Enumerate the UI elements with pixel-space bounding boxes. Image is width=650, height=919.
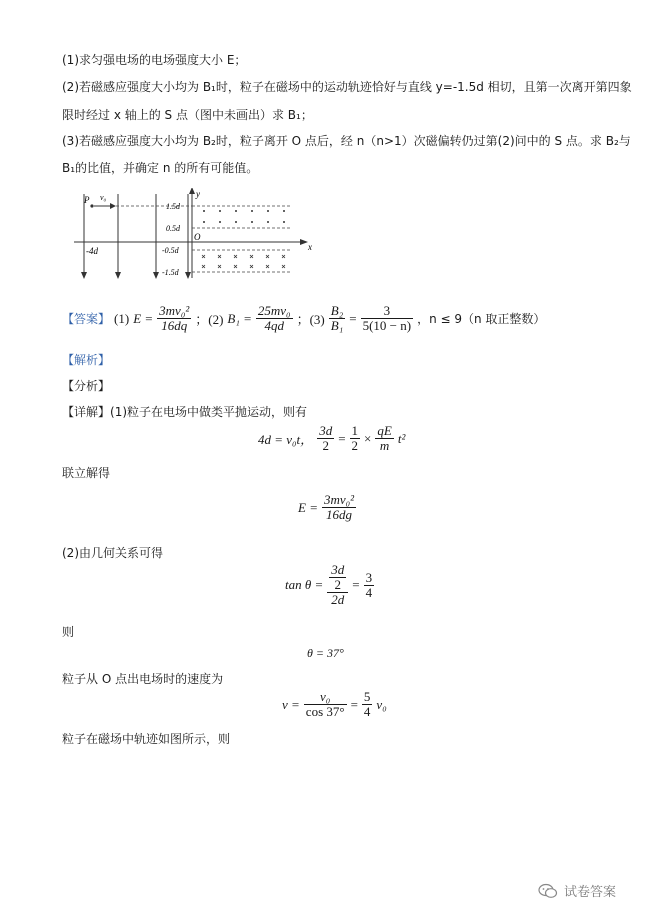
detail-tag: 【详解】 — [62, 405, 111, 419]
eq1-frac3 — [375, 424, 393, 453]
equation-3 — [285, 563, 374, 607]
lianli-text: 联立解得 — [62, 466, 111, 480]
watermark — [538, 881, 616, 900]
eq1-frac3-den: m — [379, 438, 390, 453]
label-x: x — [308, 242, 312, 252]
answer-p3-value — [361, 304, 414, 333]
answer-p2-fraction — [256, 304, 293, 333]
label-v0: v₀ — [100, 193, 107, 202]
answer-p2-den: 4qd — [264, 318, 284, 333]
eq3-equals: = — [352, 577, 360, 592]
label-O: O — [194, 232, 201, 242]
eq5-result — [362, 690, 373, 719]
eq2-fraction — [322, 493, 356, 522]
answer-sep1: ；(2) — [195, 312, 224, 327]
jiexi-heading: 【解析】 — [62, 353, 111, 367]
detail-line — [62, 403, 307, 420]
label-neg1-5d: -1.5d — [162, 268, 179, 277]
label-P: P — [84, 195, 90, 205]
question-part2-line1: (2)若磁感应强度大小均为 B₁时，粒子在磁场中的运动轨迹恰好与直线 y=-1.5d 相切，且第一次离开第四象 — [62, 80, 632, 94]
wechat-icon — [538, 883, 558, 899]
eq1-frac2-den: 2 — [351, 438, 359, 453]
eq5-lhs: v = — [282, 696, 300, 712]
eq1-part-a: 4d = v₀t， — [258, 432, 314, 447]
ze-text: 则 — [62, 625, 75, 639]
eq5-equals: = — [350, 696, 358, 712]
eq1-equals: = — [338, 430, 346, 446]
label-neg0-5d: -0.5d — [162, 246, 179, 255]
answer-p3-ratio — [329, 304, 345, 333]
y-axis-arrow — [189, 188, 195, 194]
question-part1: (1)求匀强电场的电场强度大小 E； — [62, 53, 247, 67]
eq3-num — [327, 563, 348, 593]
answer-p3-num-l: B₂ — [330, 303, 344, 318]
question-part2-line2: 限时经过 x 轴上的 S 点（图中未画出）求 B₁； — [62, 108, 313, 122]
speed-text: 粒子从 O 点出电场时的速度为 — [62, 672, 224, 686]
eq5-result-num: 5 — [363, 689, 371, 704]
eq3-inner-num: 3d — [331, 562, 345, 577]
eq1-frac2-num: 1 — [351, 423, 359, 438]
eq3-result-den: 4 — [365, 584, 373, 600]
eq5-fraction — [304, 690, 347, 719]
trajectory-text: 粒子在磁场中轨迹如图所示，则 — [62, 732, 231, 746]
answer-row — [62, 304, 545, 333]
eq2-den: 16dg — [326, 507, 352, 522]
x-axis-arrow — [300, 239, 308, 245]
eq5-den: cos 37° — [305, 704, 345, 719]
answer-p1-num: 3mv₀² — [159, 303, 190, 318]
label-1-5d: 1.5d — [166, 202, 180, 211]
answer-p3-num-r: 3 — [361, 304, 414, 319]
eq1-frac3-num: qE — [377, 423, 392, 438]
question-part3-line1: (3)若磁感应强度大小均为 B₂时，粒子离开 O 点后，经 n（n>1）次磁偏转仍过第(2)问中的 S 点。求 B₂与 — [62, 134, 631, 148]
eq5-result-den: 4 — [363, 704, 371, 719]
eq3-lhs: tan θ = — [285, 577, 324, 592]
equation-5 — [282, 690, 387, 719]
eq3-inner-fraction — [329, 563, 346, 592]
eq2-lhs: E = — [298, 499, 318, 515]
magnetic-field-dots — [203, 210, 285, 223]
answer-p3-eq: = — [349, 310, 357, 326]
eq5-tail: v₀ — [376, 696, 387, 712]
field-diagram — [70, 188, 320, 280]
label-0-5d: 0.5d — [166, 224, 180, 233]
answer-sep2: ；(3) — [296, 312, 325, 327]
question-part3-line2: B₁的比值，并确定 n 的所有可能值。 — [62, 161, 259, 175]
geo-text: (2)由几何关系可得 — [62, 546, 163, 560]
eq2-num: 3mv₀² — [323, 492, 355, 507]
eq3-inner-den: 2 — [334, 577, 342, 592]
eq1-times: × — [364, 430, 372, 446]
answer-p1-lhs: E = — [133, 310, 154, 326]
eq3-result — [364, 571, 375, 600]
answer-tag: 【答案】 — [62, 312, 111, 326]
label-neg4d: -4d — [86, 246, 98, 256]
answer-p1-fraction — [157, 304, 191, 333]
watermark-text: 试卷答案 — [564, 885, 617, 900]
eq1-tail: t² — [397, 430, 406, 446]
particle-point-P — [90, 204, 93, 207]
eq1-frac1 — [317, 424, 334, 453]
equation-2 — [298, 493, 356, 522]
eq3-fraction — [327, 563, 348, 607]
answer-p3-den-l: B₁ — [330, 318, 344, 333]
eq5-num: v₀ — [304, 690, 347, 705]
answer-p2-num: 25mv₀ — [257, 303, 291, 318]
equation-1 — [258, 424, 405, 453]
magnetic-field-crosses — [202, 255, 285, 268]
equation-4: θ = 37° — [307, 646, 344, 660]
velocity-arrowhead — [110, 203, 116, 209]
answer-p1-den: 16dq — [161, 318, 188, 333]
eq1-frac1-num: 3d — [319, 423, 333, 438]
detail-text: (1)粒子在电场中做类平抛运动，则有 — [110, 405, 308, 419]
answer-p1-prefix: (1) — [114, 310, 130, 326]
label-y: y — [196, 189, 200, 199]
eq1-frac2 — [350, 424, 361, 453]
eq3-den: 2d — [331, 592, 345, 607]
answer-p3-den-r: 5(10 − n) — [362, 318, 412, 333]
answer-p2-lhs: B₁ = — [227, 310, 252, 326]
fenxi-heading: 【分析】 — [62, 379, 111, 393]
eq3-result-num: 3 — [365, 569, 373, 585]
answer-p3-tail: ，n ≤ 9（n 取正整数） — [417, 312, 546, 326]
eq1-frac1-den: 2 — [322, 438, 329, 453]
